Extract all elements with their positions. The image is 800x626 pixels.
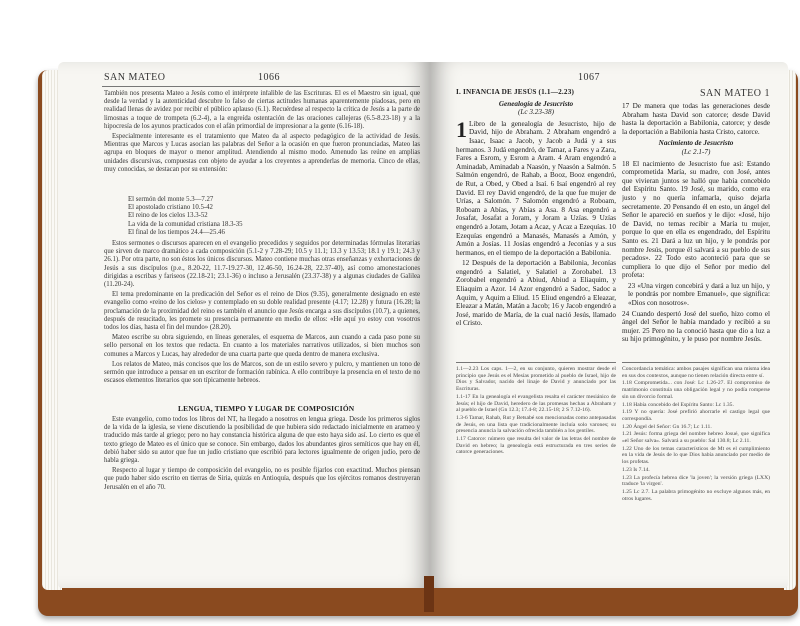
study-note: 1.19 Y no quería: José prefirió ahorrarle el castigo legal que correspondía. bbox=[622, 409, 770, 422]
genealogy-verses: Libro de la genealogía de Jesucristo, hijo de David, hijo de Abraham. 2 Abraham engendró a Isaac, Isaac a Jacob, y Jacob a Judá y a sus hermanos. 3 Judá engendró, de Tamar, a Fares y a Zara, Fares a Esrom, y Esrom a Aram. 4 Aram engendró a Aminadab, Aminadab a Naasón, y Naasón a Salmón. 5 Salmón engendró, de Rahab, a Booz, Booz engendró, de Rut, a Obed, y Obed a Isaí. 6 Isaí engendró al rey David. El rey David engendró, de la que fue mujer de Urías, a Salomón. 7 Salomón engendró a Roboam, Roboam a Abías, y Abías a Asa. 8 Asa engendró a Josafat, Josafat a Joram, y Joram a Uzías. 9 Uzías engendró a Jotam, Jotam a Acaz, y Acaz a Ezequías. 10 Ezequías engendró a Manasés, Manasés a Amón, y Amón a Josías. 11 Josías engendró a Jeconías y a sus hermanos, en el tiempo de la deportación a Babilonia. bbox=[456, 119, 616, 257]
generations-verse: 17 De manera que todas las generaciones desde Abraham hasta David son catorce; desde David hasta la deportación a Babilonia, catorce; y desde la deportación a Babilonia hasta Cristo, catorce. bbox=[622, 102, 770, 136]
text-column-2 bbox=[622, 102, 770, 358]
body-paragraph: Mateo escribe su obra siguiendo, en líneas generales, el esquema de Marcos, aun cuando a cada paso pone su sello personal en los textos que redacta. En cuanto a los materiales narrativos utilizados, si bien muchos son comunes a Marcos y Lucas, hay alrededor de una cuarta parte que queda dentro de manera exclusiva. bbox=[104, 334, 420, 358]
discourse-item: El final de los tiempos 24.4—25.46 bbox=[128, 228, 225, 236]
study-note: 1.21 Jesús: forma griega del nombre hebreo Josué, que significa «el Señor salva». Salvará a su pueblo: Sal 130.8; Lc 2.11. bbox=[622, 431, 770, 445]
bookmark-ribbon bbox=[424, 576, 434, 612]
body-paragraph: Los relatos de Mateo, más concisos que los de Marcos, son de un estilo severo y pulcro, y mantienen un tono de sermón que introduce a pensar en un escritor de formación rabínica. A ello contribuye la presencia en el texto de no escasos elementos literarios que son típicamente hebreos. bbox=[104, 360, 420, 385]
discourse-item: El reino de los cielos 13.3-52 bbox=[128, 212, 208, 220]
closing-verses: 24 Cuando despertó José del sueño, hizo como el ángel del Señor le había mandado y recibió a su mujer. 25 Pero no la conoció hasta que dio a luz a su hijo primogénito, y le puso por nombre Jesús. bbox=[622, 309, 770, 344]
composition-paragraph: Este evangelio, como todos los libros del NT, ha llegado a nosotros en lengua griega. Desde los primeros siglos de la vida de la iglesia, se viene discutiendo la posibilidad de que hubiera sido redactado inicialmente en arameo y traducido más tarde al griego; pero no hay constancia histórica alguna de que esto haya sido así. Lo cierto es que el texto griego de Mateo es el único que se conoce. Sin embargo, dados los abundantes giros semíticos que hay en él, debió haber sido su autor que fue un judío cristiano que escribió para lectores igualmente de origen judío, pero de habla griega. bbox=[104, 416, 420, 465]
chapter-drop-cap: 1 bbox=[456, 116, 467, 142]
composition-section-title: LENGUA, TIEMPO Y LUGAR DE COMPOSICIÓN bbox=[178, 404, 355, 413]
composition-paragraph: Respecto al lugar y tiempo de composición del evangelio, no es posible fijarlos con exactitud. Muchos piensan que pudo haber sido escrito en tierras de Siria, quizás en Antioquía, después que los ejércitos romanos destruyeran Jerusalén en el año 70. bbox=[104, 467, 420, 491]
study-note: 1.20 Ángel del Señor: Gn 16.7; Lc 1.11. bbox=[622, 423, 712, 430]
study-note: 1.22 Uno de los temas característicos de Mt es el cumplimiento en la vida de Jesús de lo que Dios había anunciado por medio de los profetas. bbox=[622, 445, 770, 466]
study-note: 1.1—2.23 Los caps. 1—2, en su conjunto, quieren mostrar desde el principio que Jesús es el Mesías prometido al pueblo de Israel, hijo de Dios y Salvador, nacido del linaje de David y anunciado por las Escrituras. bbox=[456, 366, 616, 393]
genealogy-heading bbox=[456, 100, 616, 117]
genealogy-ref: (Lc 3.23-38) bbox=[518, 108, 554, 117]
study-note: 1.3-6 Tamar, Rahab, Rut y Betsabé son mencionadas como antepasadas de Jesús, en una lista que tradicionalmente incluía solo varones; su presencia anuncia la salvación ofrecida también a los gentiles. bbox=[456, 414, 616, 435]
study-note: 1.18 Había concebido del Espíritu Santo: Lc 1.35. bbox=[622, 401, 734, 408]
study-note: 1.17 Catorce: número que resulta del valor de las letras del nombre de David en hebreo; la genealogía está estructurada en tres series de catorce generaciones. bbox=[456, 436, 616, 456]
text-column-1 bbox=[456, 88, 616, 358]
notes-rule-right bbox=[622, 362, 770, 363]
left-header-rule bbox=[102, 86, 420, 87]
study-note: 1.18 Comprometida... con José: Lc 1.26-27. El compromiso de matrimonio constituía una obligación legal y no podía romperse sin un divorcio formal. bbox=[622, 380, 770, 400]
study-notes-left bbox=[456, 366, 616, 572]
composition-text bbox=[104, 416, 420, 496]
left-running-head: SAN MATEO bbox=[104, 72, 166, 83]
birth-ref: (Lc 2.1-7) bbox=[681, 147, 711, 156]
right-running-head: SAN MATEO 1 bbox=[700, 88, 770, 99]
discourse-item: El apostolado cristiano 10.5-42 bbox=[128, 204, 213, 212]
birth-heading bbox=[622, 139, 770, 156]
body-paragraph: Estos sermones o discursos aparecen en el evangelio precedidos y seguidos por determinadas fórmulas literarias que sirven de marco dramático a cada composición (5.1-2 y 7.28-29; 10.5 y 11.1; 13.3 y 13.53; 18.1 y 19.1; 24.3 y 26.1). Por otra parte, no son éstos los únicos discursos. Mateo contiene muchas otras enseñanzas y exhortaciones de Jesús a sus discípulos (p.e., 8.20-22, 11.7-19.27-30, 12.46-50, 16.24-28, 22.37-40), así como amonestaciones dirigidas a escribas y fariseos (22.18-21; 23.1-36) o incluso a Jerusalén (23.37-38) y a algunas ciudades de Galilea (11.20-24). bbox=[104, 240, 420, 289]
left-page bbox=[58, 62, 430, 588]
right-page-number: 1067 bbox=[578, 72, 600, 83]
body-paragraph: El tema predominante en la predicación del Señor es el reino de Dios (9.35), generalmente designado en este evangelio como «reino de los cielos» y contemplado en su doble realidad presente (4.17; 12.28) y futura (16.28; la proclamación de la proximidad del reino es también el anuncio que Jesús encarga a sus discípulos (10.7), a quienes, después de resucitado, les promete su presencia permanente en medio de ellos: «He aquí yo estoy con vosotros todos los días, hasta el fin del mundo» (28.20). bbox=[104, 291, 420, 332]
study-note: 1.25 Lc 2.7. La palabra primogénito no excluye algunos más, en otros lugares. bbox=[622, 488, 770, 502]
discourse-item: El sermón del monte 5.3—7.27 bbox=[128, 196, 214, 203]
intro-paragraph: También nos presenta Mateo a Jesús como el intérprete infalible de las Escrituras. Él es el Maestro sin igual, que desde la verdad y la autenticidad descubre lo falso de ciertas actitudes humanas aparentemente piadosas, pero en realidad llenas de avidez por recibir el público aplauso (6.1). Recuérdese al respecto la crítica de Jesús a la parte de limosnas a toque de trompeta (6.2-4), a la engreída ostentación de las oraciones callejeras (6.5-8.23-18) y a la hipocresía de los ayunos practicados con el afán primordial de impresionar a la gente (6.16-18). bbox=[104, 90, 420, 130]
birth-title: Nacimiento de Jesucristo bbox=[658, 139, 734, 148]
notes-rule-left bbox=[456, 362, 616, 363]
deportation-verses: 12 Después de la deportación a Babilonia, Jeconías engendró a Salatiel, y Salatiel a Zorobabel. 13 Zorobabel engendró a Abiud, Abiud a Eliaquim, y Eliaquim a Azor. 14 Azor engendró a Sadoc, Sadoc a Aquim, y Aquim a Eliud. 15 Eliud engendró a Eleazar, Eleazar a Matán, Matán a Jacob; 16 y Jacob engendró a José, marido de María, de la cual nació Jesús, llamado el Cristo. bbox=[456, 259, 616, 328]
discourse-item: La vida de la comunidad cristiana 18.3-35 bbox=[128, 220, 243, 228]
study-note: 1.23 Is 7.14. bbox=[622, 466, 650, 473]
intro-paragraph: Especialmente interesante es el tratamiento que Mateo da al aspecto pedagógico de la actividad de Jesús. Mientras que Marcos y Lucas asocian las palabras del Señor a la ocasión en que fueron pronunciadas, Mateo las agrupa en bloques de mayor o menor amplitud. Atendiendo al mismo modo. Amenudo las reúne en amplias unidades discursivas, compuestas con objeto de ayudar a los creyentes a aprenderlas de memoria. Cinco de ellas, muy conocidas, se destacan por su extensión: bbox=[104, 133, 420, 173]
genealogy-title: Genealogía de Jesucristo bbox=[498, 99, 574, 108]
study-note: 1.1-17 En la genealogía el evangelista resalta el carácter mesiánico de Jesús; el hijo de David, heredero de las promesas hechas a Abraham y al pueblo de Israel (Gn 12.3; 17.4-8; 22.15-18; 2 S 7.12-16). bbox=[456, 393, 616, 414]
open-book bbox=[38, 56, 800, 608]
study-notes-right bbox=[622, 366, 770, 572]
left-page-number: 1066 bbox=[258, 72, 280, 83]
discourse-list bbox=[128, 196, 388, 237]
study-note: 1.23 La profecía hebrea dice 'la joven'; la versión griega (LXX) traduce 'la virgen'. bbox=[622, 474, 770, 488]
birth-verses: 18 El nacimiento de Jesucristo fue así: Estando comprometida María, su madre, con José, antes que vivieran juntos se halló que había concebido del Espíritu Santo. 19 José, su marido, como era justo y no quería infamarla, quiso dejarla secretamente. 20 Pensando él en esto, un ángel del Señor le apareció en sueños y le dijo: «José, hijo de David, no temas recibir a María tu mujer, porque lo que en ella es engendrado, del Espíritu Santo es. 21 Dará a luz un hijo, y le pondrás por nombre Jesús, porque él salvará a su pueblo de sus pecados». 22 Todo esto aconteció para que se cumpliera lo que dijo el Señor por medio del profeta: bbox=[622, 159, 770, 280]
left-body-text bbox=[104, 240, 420, 400]
left-intro-text bbox=[104, 90, 420, 208]
right-page bbox=[430, 62, 788, 588]
study-note: Concordancia temática: ambos pasajes significan una misma idea en sus dos contextos, aunque no tienen relación directa entre sí. bbox=[622, 366, 770, 379]
prophecy-quote: 23 «Una virgen concebirá y dará a luz un hijo, y le pondrás por nombre Emanuel», que significa: «Dios con nosotros». bbox=[628, 281, 770, 308]
infancy-section-title: I. INFANCIA DE JESÚS (1.1—2.23) bbox=[456, 88, 575, 96]
